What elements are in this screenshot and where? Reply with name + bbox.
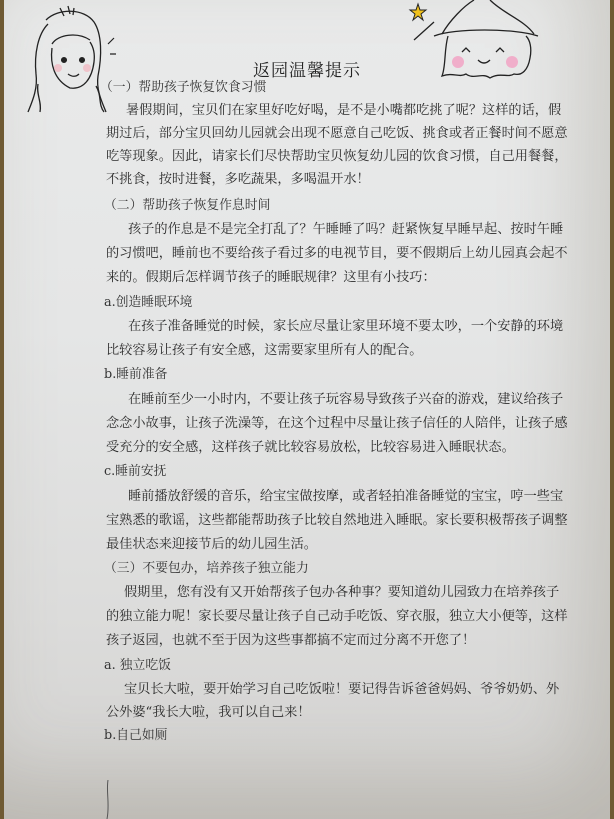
paragraph-line: 在孩子准备睡觉的时候，家长应尽量让家里环境不要太吵，一个安静的环境	[128, 319, 564, 334]
paragraph-line: 来的。假期后怎样调节孩子的睡眠规律？这里有小技巧：	[106, 270, 436, 285]
paragraph-line: 在睡前至少一小时内，不要让孩子玩容易导致孩子兴奋的游戏，建议给孩子	[128, 392, 564, 407]
paragraph-line: 暑假期间，宝贝们在家里好吃好喝，是不是小嘴都吃挑了呢？这样的话，假	[126, 103, 562, 118]
paragraph-line: 最佳状态来迎接节后的幼儿园生活。	[106, 537, 317, 552]
paragraph-line: 孩子返园，也就不至于因为这些事都搞不定而过分离不开您了！	[106, 633, 476, 648]
section-heading: b.自己如厕	[104, 728, 168, 743]
paragraph-line: 的习惯吧，睡前也不要给孩子看过多的电视节目，要不假期后上幼儿园真会起不	[106, 246, 568, 261]
paragraph-line: 不挑食，按时进餐，多吃蔬果，多喝温开水！	[106, 172, 370, 187]
paragraph-line: 的独立能力呢！家长要尽量让孩子自己动手吃饭、穿衣服，独立大小便等，这样	[106, 609, 568, 624]
section-heading: b.睡前准备	[104, 367, 168, 382]
section-heading: a. 独立吃饭	[104, 658, 171, 673]
paragraph-line: 比较容易让孩子有安全感，这需要家里所有人的配合。	[106, 343, 423, 358]
paragraph-line: 期过后，部分宝贝回幼儿园就会出现不愿意自己吃饭、挑食或者正餐时间不愿意	[106, 126, 568, 141]
section-heading: （三）不要包办，培养孩子独立能力	[104, 561, 309, 576]
page-title: 返园温馨提示	[253, 61, 361, 81]
paragraph-line: 睡前播放舒缓的音乐，给宝宝做按摩，或者轻拍准备睡觉的宝宝，哼一些宝	[128, 489, 564, 504]
paragraph-line: 念念小故事，让孩子洗澡等，在这个过程中尽量让孩子信任的人陪伴，让孩子感	[106, 416, 568, 431]
section-heading: （二）帮助孩子恢复作息时间	[104, 198, 271, 213]
paragraph-line: 宝贝长大啦，要开始学习自己吃饭啦！要记得告诉爸爸妈妈、爷爷奶奶、外	[124, 682, 560, 697]
paragraph-line: 吃等现象。因此，请家长们尽快帮助宝贝恢复幼儿园的饮食习惯，自己用餐餐，	[106, 149, 568, 164]
section-heading: a.创造睡眠环境	[104, 295, 193, 310]
section-heading: （一）帮助孩子恢复饮食习惯	[100, 80, 267, 95]
section-heading: c.睡前安抚	[104, 464, 167, 479]
paragraph-line: 孩子的作息是不是完全打乱了？午睡睡了吗？赶紧恢复早睡早起、按时午睡	[128, 222, 564, 237]
paragraph-line: 假期里，您有没有又开始帮孩子包办各种事？要知道幼儿园致力在培养孩子	[124, 585, 560, 600]
paragraph-line: 公外婆“我长大啦，我可以自己来！	[106, 705, 311, 720]
paragraph-line: 受充分的安全感，这样孩子就比较容易放松，比较容易进入睡眠状态。	[106, 440, 515, 455]
paragraph-line: 宝熟悉的歌谣，这些都能帮助孩子比较自然地进入睡眠。家长要积极帮孩子调整	[106, 513, 568, 528]
pen-mark-icon	[100, 780, 120, 819]
